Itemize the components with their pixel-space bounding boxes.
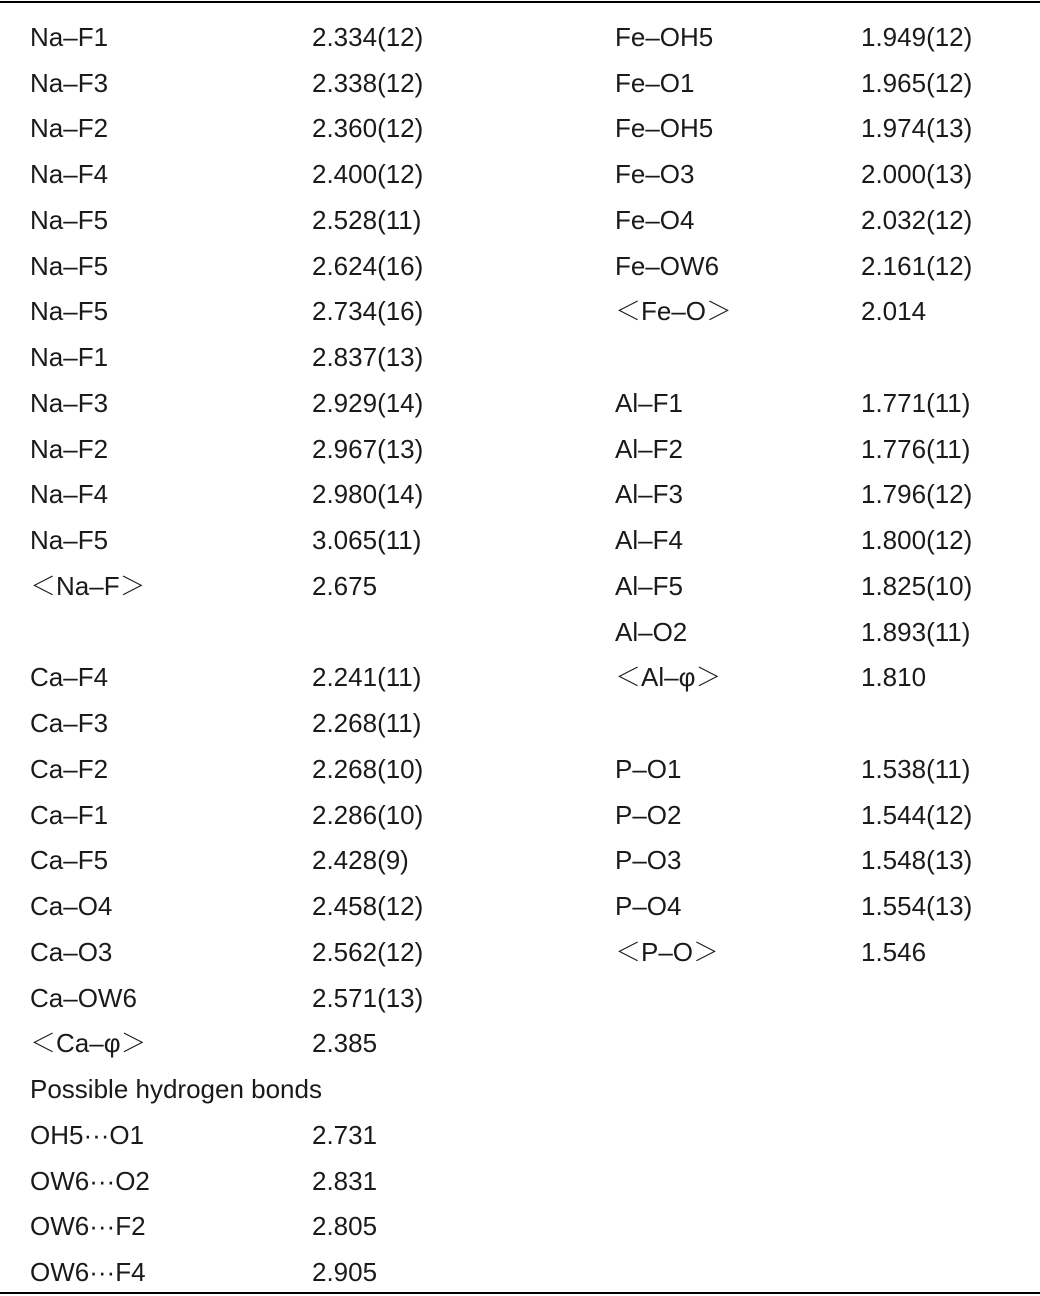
empty-cell — [861, 1021, 1040, 1067]
bond-label: Na–F5 — [30, 250, 109, 281]
bond-value: 1.771(11) — [861, 387, 971, 418]
bond-value: 2.000(13) — [861, 159, 973, 190]
bond-value: 2.837(13) — [312, 342, 424, 373]
empty-cell — [861, 1158, 1040, 1204]
bond-label: Fe–O4 — [615, 204, 695, 235]
table-bottom-rule — [0, 1292, 1040, 1294]
bond-label: Al–F5 — [615, 570, 683, 601]
bond-value: 2.032(12) — [861, 204, 973, 235]
bond-label: P–O1 — [615, 753, 682, 784]
bond-value: 1.544(12) — [861, 799, 973, 830]
empty-cell — [585, 700, 861, 746]
bond-value: 1.800(12) — [861, 525, 973, 556]
bond-label: Fe–OH5 — [615, 113, 714, 144]
hbond-value: 2.905 — [312, 1257, 378, 1288]
bond-value: 2.571(13) — [312, 982, 424, 1013]
bond-label: P–O4 — [615, 891, 682, 922]
bond-value: 2.334(12) — [312, 21, 424, 52]
bond-value: 1.825(10) — [861, 570, 973, 601]
bond-label: Ca–F2 — [30, 753, 109, 784]
bond-label: Na–F5 — [30, 296, 109, 327]
hbond-label: OH5···O1 — [30, 1119, 145, 1150]
bond-label: Ca–F1 — [30, 799, 109, 830]
bond-label: P–O2 — [615, 799, 682, 830]
bond-value: 2.400(12) — [312, 159, 424, 190]
bond-label: Ca–F4 — [30, 662, 109, 693]
empty-cell — [585, 1112, 861, 1158]
bond-label: Na–F5 — [30, 525, 109, 556]
empty-cell — [861, 700, 1040, 746]
bond-mean-value: 2.014 — [861, 296, 927, 327]
bond-value: 2.286(10) — [312, 799, 424, 830]
bond-label: Al–O2 — [615, 616, 688, 647]
bond-label: Na–F2 — [30, 433, 109, 464]
bond-value: 3.065(11) — [312, 525, 422, 556]
bond-label: Na–F3 — [30, 67, 109, 98]
bond-label: Na–F1 — [30, 342, 109, 373]
bond-label: Al–F1 — [615, 387, 683, 418]
bond-label: Al–F3 — [615, 479, 683, 510]
empty-cell — [585, 1204, 861, 1250]
bond-mean-label: ＜Ca–φ＞ — [30, 1028, 147, 1059]
bond-label: Ca–O3 — [30, 936, 113, 967]
bond-length-table — [0, 14, 1040, 1295]
bond-label: Ca–OW6 — [30, 982, 137, 1013]
bond-mean-value: 2.675 — [312, 570, 378, 601]
empty-cell — [861, 975, 1040, 1021]
bond-label: Na–F2 — [30, 113, 109, 144]
bond-value: 2.161(12) — [861, 250, 973, 281]
empty-cell — [585, 1021, 861, 1067]
bond-label: Ca–F5 — [30, 845, 109, 876]
bond-value: 1.965(12) — [861, 67, 973, 98]
hbond-label: OW6···O2 — [30, 1165, 150, 1196]
table-top-rule — [0, 1, 1040, 3]
bond-label: Al–F4 — [615, 525, 683, 556]
bond-value: 1.949(12) — [861, 21, 973, 52]
bond-label: Fe–O3 — [615, 159, 695, 190]
empty-cell — [585, 975, 861, 1021]
bond-value: 2.268(10) — [312, 753, 424, 784]
bond-mean-value: 2.385 — [312, 1028, 378, 1059]
bond-value: 2.428(9) — [312, 845, 409, 876]
bond-value: 1.538(11) — [861, 753, 971, 784]
empty-cell — [861, 1112, 1040, 1158]
empty-cell — [0, 609, 282, 655]
hbond-value: 2.805 — [312, 1211, 378, 1242]
empty-cell — [861, 1249, 1040, 1295]
empty-cell — [585, 1249, 861, 1295]
bond-value: 2.967(13) — [312, 433, 424, 464]
bond-mean-label: ＜Fe–O＞ — [615, 296, 733, 327]
bond-mean-value: 1.810 — [861, 662, 927, 693]
bond-label: Na–F4 — [30, 159, 109, 190]
bond-label: Al–F2 — [615, 433, 683, 464]
bond-mean-label: ＜Al–φ＞ — [615, 662, 722, 693]
bond-value: 2.980(14) — [312, 479, 424, 510]
bond-value: 1.893(11) — [861, 616, 971, 647]
bond-label: P–O3 — [615, 845, 682, 876]
bond-value: 2.241(11) — [312, 662, 422, 693]
bond-value: 1.548(13) — [861, 845, 973, 876]
bond-label: Fe–OH5 — [615, 21, 714, 52]
bond-value: 2.338(12) — [312, 67, 424, 98]
bond-value: 2.562(12) — [312, 936, 424, 967]
bond-mean-label: ＜Na–F＞ — [30, 570, 146, 601]
bond-value: 2.458(12) — [312, 891, 424, 922]
bond-value: 1.796(12) — [861, 479, 973, 510]
bond-label: Na–F4 — [30, 479, 109, 510]
bond-label: Fe–O1 — [615, 67, 695, 98]
bond-value: 2.624(16) — [312, 250, 424, 281]
empty-cell — [861, 334, 1040, 380]
empty-cell — [585, 334, 861, 380]
bond-label: Na–F5 — [30, 204, 109, 235]
bond-label: Na–F1 — [30, 21, 109, 52]
hbond-label: OW6···F2 — [30, 1211, 146, 1242]
bond-label: Na–F3 — [30, 387, 109, 418]
bond-value: 2.360(12) — [312, 113, 424, 144]
bond-value: 2.268(11) — [312, 708, 422, 739]
hydrogen-bonds-heading: Possible hydrogen bonds — [30, 1074, 322, 1105]
empty-cell — [861, 1204, 1040, 1250]
bond-label: Ca–O4 — [30, 891, 113, 922]
empty-cell — [282, 609, 585, 655]
bond-value: 1.554(13) — [861, 891, 973, 922]
bond-value: 1.974(13) — [861, 113, 973, 144]
bond-mean-value: 1.546 — [861, 936, 927, 967]
bond-value: 2.929(14) — [312, 387, 424, 418]
bond-value: 1.776(11) — [861, 433, 971, 464]
bond-value: 2.734(16) — [312, 296, 424, 327]
bond-mean-label: ＜P–O＞ — [615, 936, 720, 967]
hbond-value: 2.831 — [312, 1165, 378, 1196]
hbond-label: OW6···F4 — [30, 1257, 146, 1288]
empty-cell — [585, 1158, 861, 1204]
bond-label: Ca–F3 — [30, 708, 109, 739]
bond-value: 2.528(11) — [312, 204, 422, 235]
bond-label: Fe–OW6 — [615, 250, 720, 281]
hbond-value: 2.731 — [312, 1119, 378, 1150]
